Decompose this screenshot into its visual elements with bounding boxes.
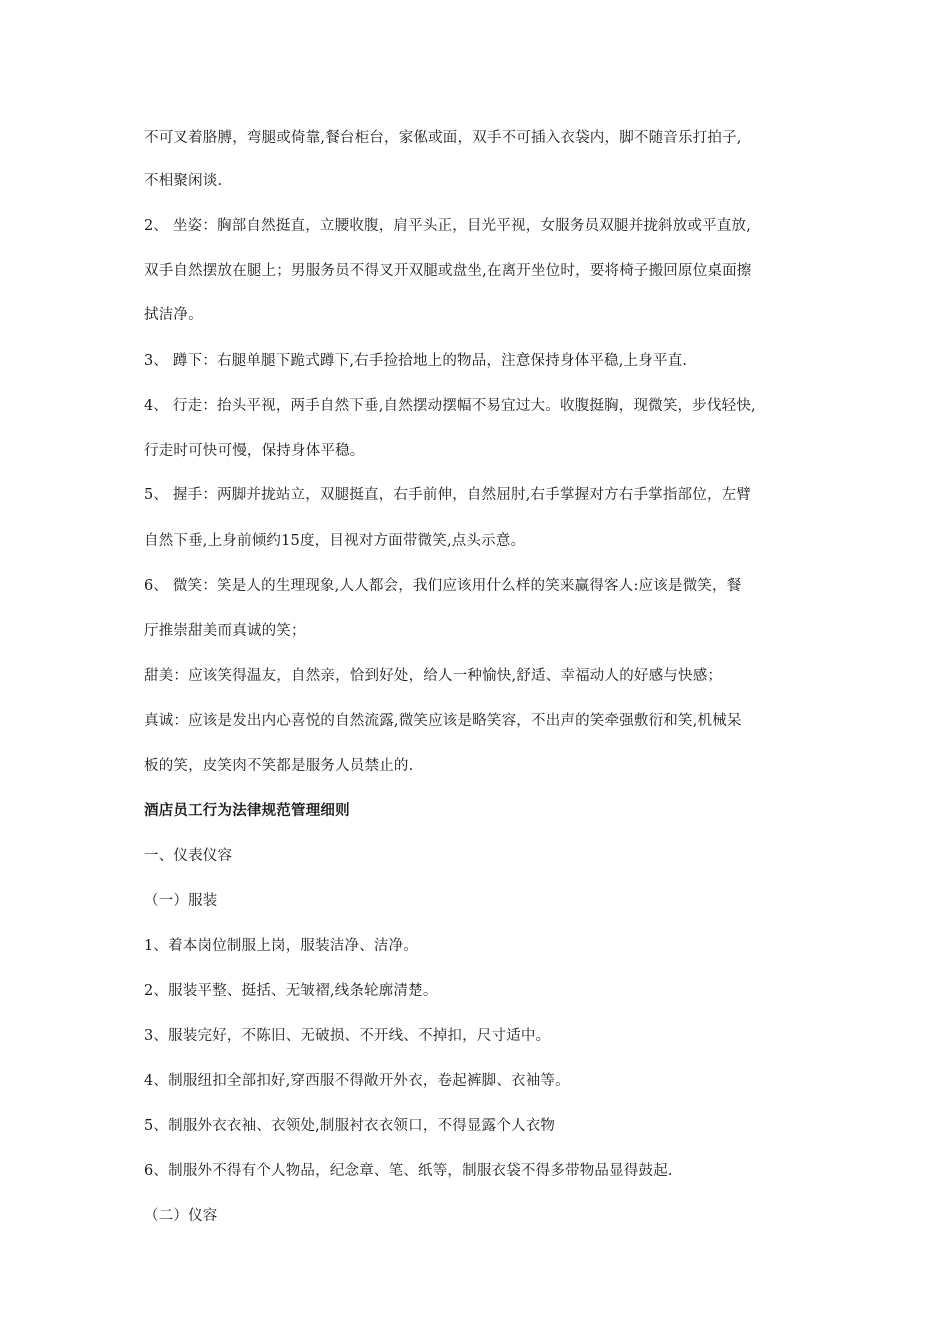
text-line: 5、制服外衣衣袖、衣领处,制服衬衣衣领口，不得显露个人衣物 [144, 1118, 556, 1134]
text-line: 不相聚闲谈. [144, 173, 223, 189]
text-line: 6、 微笑：笑是人的生理现象,人人都会，我们应该用什么样的笑来赢得客人:应该是微笑，餐 [144, 578, 742, 594]
text-line: 4、制服纽扣全部扣好,穿西服不得敞开外衣，卷起裤脚、衣袖等。 [144, 1073, 570, 1089]
text-line: 真诚：应该是发出内心喜悦的自然流露,微笑应该是略笑容，不出声的笑牵强敷衍和笑,机械呆 [144, 713, 742, 729]
text-line: 行走时可快可慢，保持身体平稳。 [144, 443, 365, 459]
text-line: 厅推崇甜美而真诚的笑； [144, 623, 306, 639]
text-line: 一、仪表仪容 [144, 848, 233, 864]
text-line: 5、 握手：两脚并拢站立，双腿挺直，右手前伸，自然屈肘,右手掌握对方右手掌指部位，左臂 [144, 487, 752, 503]
text-line: 1、着本岗位制服上岗，服装洁净、洁净。 [144, 938, 419, 954]
text-line: 2、服装平整、挺括、无皱褶,线条轮廓清楚。 [144, 983, 438, 999]
text-line: 3、服装完好，不陈旧、无破损、不开线、不掉扣，尺寸适中。 [144, 1028, 551, 1044]
text-line: 甜美：应该笑得温友，自然亲，恰到好处，给人一种愉快,舒适、幸福动人的好感与快感； [144, 668, 723, 684]
text-line: 4、 行走：抬头平视，两手自然下垂,自然摆动摆幅不易宜过大。收腹挺胸，现微笑，步伐轻快, [144, 398, 756, 414]
text-line: 板的笑，皮笑肉不笑都是服务人员禁止的. [144, 758, 414, 774]
text-line: 不可叉着胳膊，弯腿或倚靠,餐台柜台，家俬或面，双手不可插入衣袋内，脚不随音乐打拍子, [144, 130, 742, 146]
text-line: 2、 坐姿：胸部自然挺直，立腰收腹，肩平头正，目光平视，女服务员双腿并拢斜放或平直放, [144, 218, 752, 234]
text-line: 自然下垂,上身前倾约15度，目视对方面带微笑,点头示意。 [144, 533, 526, 549]
text-line: 双手自然摆放在腿上；男服务员不得叉开双腿或盘坐,在离开坐位时，要将椅子搬回原位桌面擦 [144, 263, 752, 279]
section-heading: 酒店员工行为法律规范管理细则 [144, 803, 350, 819]
text-line: 6、制服外不得有个人物品，纪念章、笔、纸等，制服衣袋不得多带物品显得鼓起. [144, 1163, 673, 1179]
text-line: 拭洁净。 [144, 307, 203, 323]
text-line: 3、 蹲下：右腿单腿下跪式蹲下,右手捡拾地上的物品，注意保持身体平稳,上身平直. [144, 353, 688, 369]
text-line: （二）仪容 [144, 1208, 218, 1224]
text-line: （一）服装 [144, 893, 218, 909]
